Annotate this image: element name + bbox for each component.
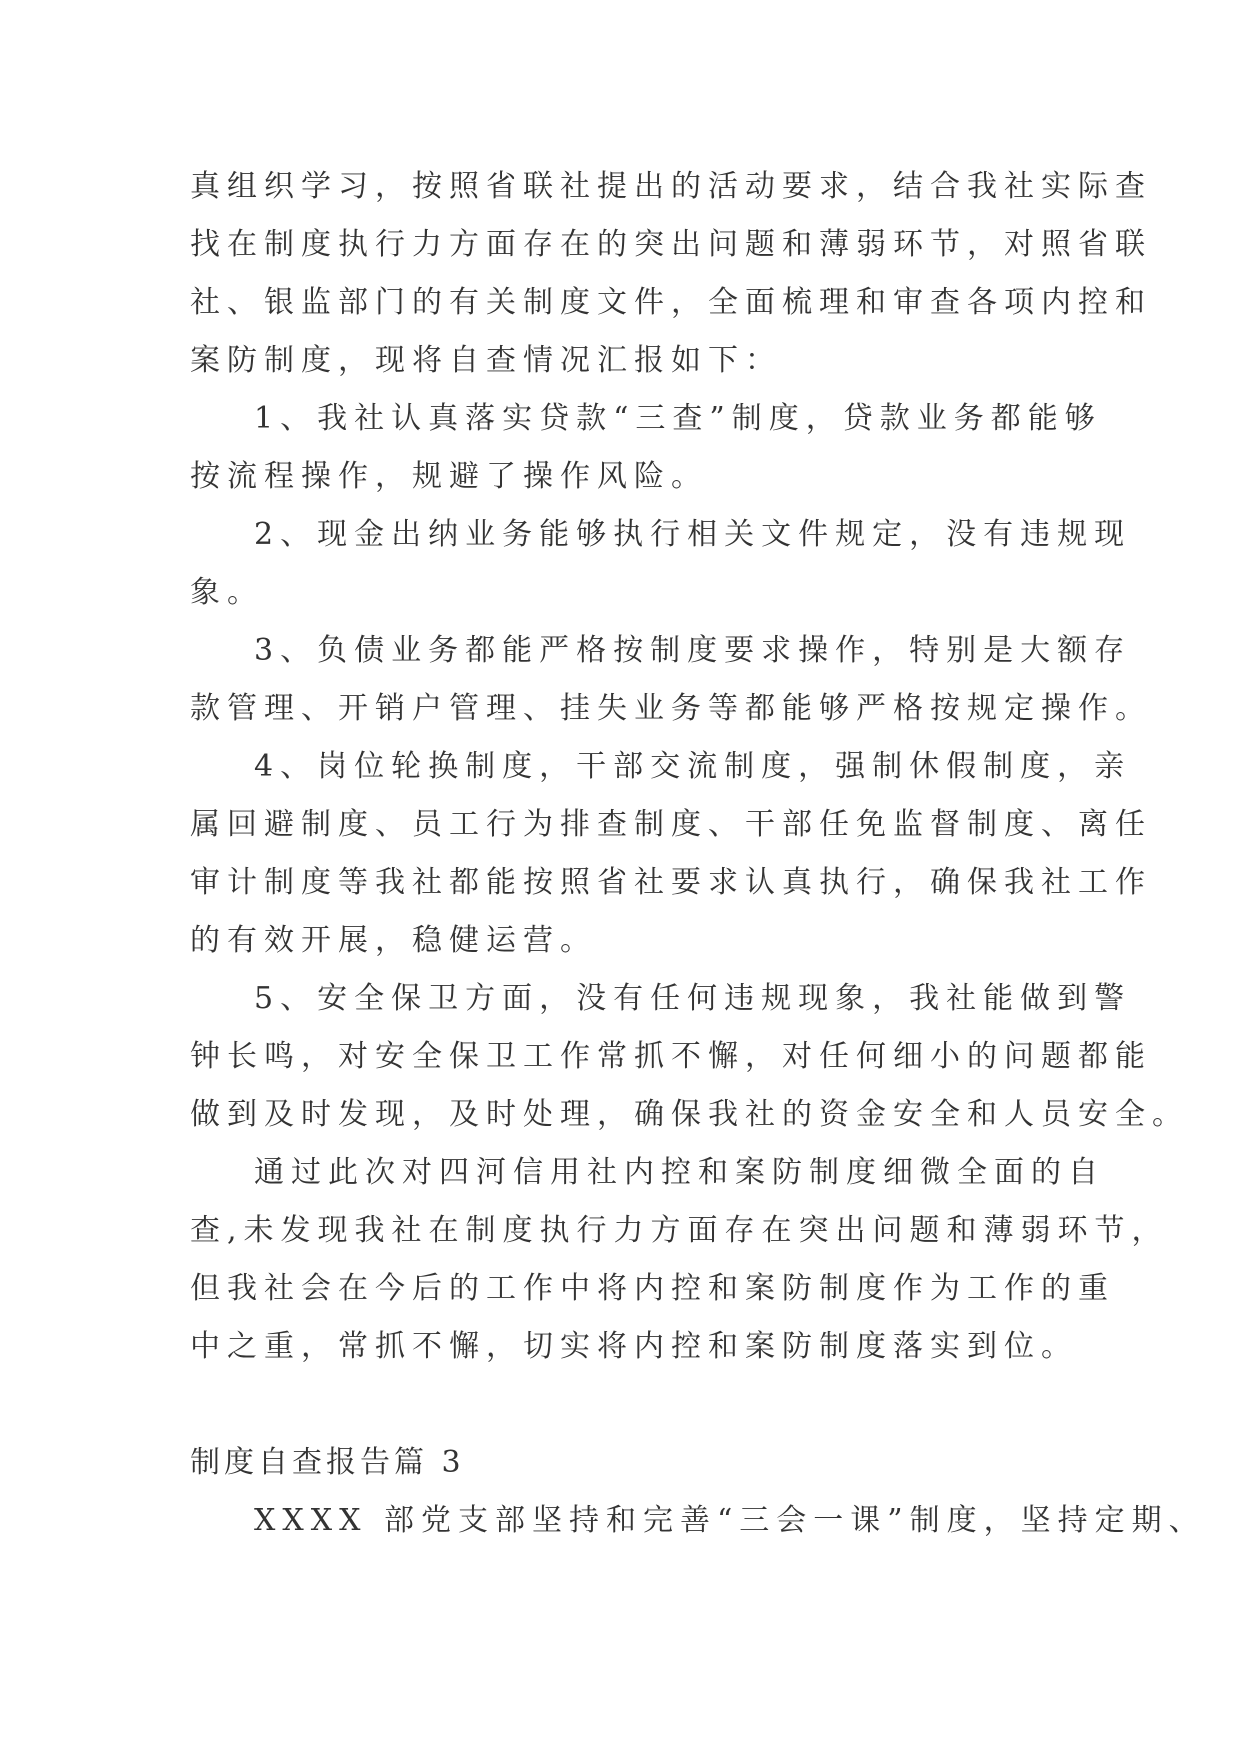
section-heading: 制度自查报告篇 3 bbox=[190, 1445, 465, 1480]
paragraph-line: 1、我社认真落实贷款“三查”制度，贷款业务都能够 bbox=[254, 401, 1102, 436]
paragraph-line: 中之重，常抓不懈，切实将内控和案防制度落实到位。 bbox=[190, 1329, 1078, 1364]
paragraph-line: XXXX 部党支部坚持和完善“三会一课”制度，坚持定期、 bbox=[254, 1503, 1206, 1538]
paragraph-line: 3、负债业务都能严格按制度要求操作，特别是大额存 bbox=[254, 633, 1132, 668]
paragraph-line: 4、岗位轮换制度，干部交流制度，强制休假制度，亲 bbox=[254, 749, 1132, 784]
paragraph-line: 查,未发现我社在制度执行力方面存在突出问题和薄弱环节， bbox=[190, 1213, 1169, 1248]
paragraph-line: 案防制度，现将自查情况汇报如下： bbox=[190, 343, 782, 378]
paragraph-line: 5、安全保卫方面，没有任何违规现象，我社能做到警 bbox=[254, 981, 1132, 1016]
paragraph-line: 社、银监部门的有关制度文件，全面梳理和审查各项内控和 bbox=[190, 285, 1152, 320]
paragraph-line: 审计制度等我社都能按照省社要求认真执行，确保我社工作 bbox=[190, 865, 1152, 900]
paragraph-line: 按流程操作，规避了操作风险。 bbox=[190, 459, 708, 494]
paragraph-line: 找在制度执行力方面存在的突出问题和薄弱环节，对照省联 bbox=[190, 227, 1152, 262]
paragraph-line: 的有效开展，稳健运营。 bbox=[190, 923, 597, 958]
paragraph-line: 属回避制度、员工行为排查制度、干部任免监督制度、离任 bbox=[190, 807, 1152, 842]
paragraph-line: 做到及时发现，及时处理，确保我社的资金安全和人员安全。 bbox=[190, 1097, 1189, 1132]
paragraph-line: 真组织学习，按照省联社提出的活动要求，结合我社实际查 bbox=[190, 169, 1152, 204]
paragraph-line: 钟长鸣，对安全保卫工作常抓不懈，对任何细小的问题都能 bbox=[190, 1039, 1152, 1074]
paragraph-line: 象。 bbox=[190, 575, 264, 610]
section-gap bbox=[190, 1376, 1050, 1434]
paragraph-line: 通过此次对四河信用社内控和案防制度细微全面的自 bbox=[254, 1155, 1105, 1190]
paragraph-line: 但我社会在今后的工作中将内控和案防制度作为工作的重 bbox=[190, 1271, 1115, 1306]
paragraph-line: 款管理、开销户管理、挂失业务等都能够严格按规定操作。 bbox=[190, 691, 1152, 726]
document-body bbox=[190, 158, 1206, 1550]
paragraph-line: 2、现金出纳业务能够执行相关文件规定，没有违规现 bbox=[254, 517, 1132, 552]
